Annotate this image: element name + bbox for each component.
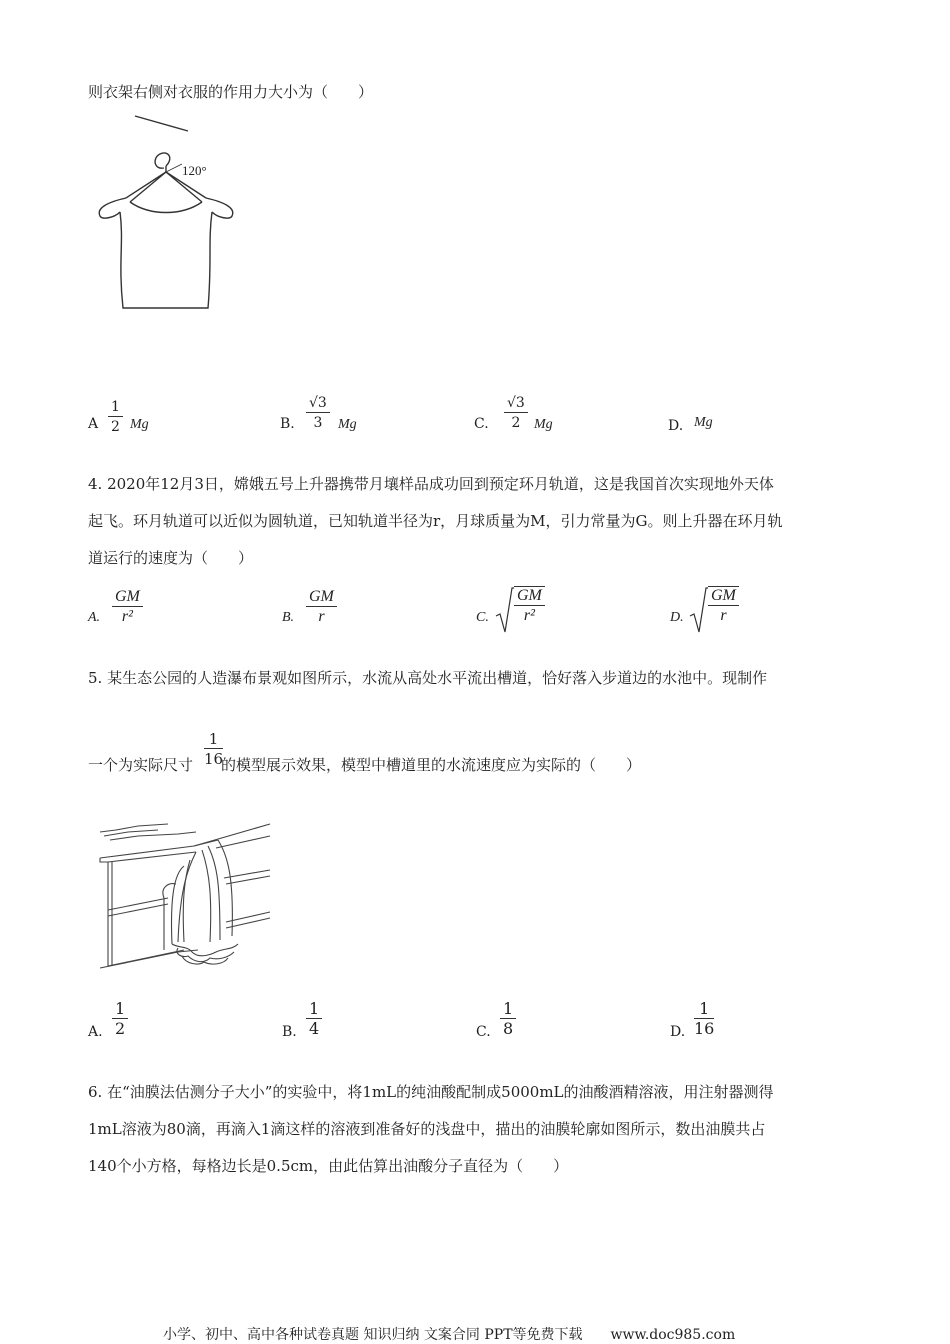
unit: Mg: [534, 417, 553, 432]
fraction: $\frac{1}{2}$: [108, 398, 123, 437]
fraction: $\frac{GM}{\text{r²}}$: [112, 588, 143, 627]
q6-line-3: 140个小方格，每格边长是0.5cm，由此估算出油酸分子直径为（ ）: [88, 1157, 569, 1175]
fraction: $\frac{GM}{r}$: [708, 586, 739, 626]
q5-option-c[interactable]: [476, 1000, 536, 1044]
q6-line-1: 6. 在“油膜法估测分子大小”的实验中，将1mL的纯油酸配制成5000mL的油酸酒精溶液，用注射器测得: [88, 1083, 774, 1101]
option-label: A.: [88, 610, 101, 625]
fraction: $\frac{1}{16}$: [694, 999, 715, 1038]
fraction: $\frac{GM}{r}$: [306, 588, 337, 627]
sqrt-sign: [494, 586, 514, 634]
option-label: D.: [670, 1024, 686, 1040]
option-label: A.: [88, 1024, 103, 1040]
option-label: C.: [476, 610, 489, 625]
fraction: $\frac{1}{4}$: [306, 1000, 322, 1039]
q5-option-d[interactable]: [670, 1000, 740, 1044]
option-label: B.: [282, 610, 295, 625]
fraction: $\frac{√3}{3}$: [306, 394, 330, 433]
angle-label: 120°: [182, 163, 207, 178]
option-label: D.: [670, 610, 684, 625]
fraction: $\frac{1}{2}$: [112, 1000, 128, 1039]
fraction: $\frac{GM}{\text{r²}}$: [514, 586, 545, 626]
option-label: D.: [668, 418, 684, 434]
q5-inline-fraction: $\frac{1}{16}$: [204, 730, 224, 768]
q3-option-c[interactable]: [474, 394, 564, 438]
q5-line-1: 5. 某生态公园的人造瀑布景观如图所示，水流从高处水平流出槽道，恰好落入步道边的水池中。现制作: [88, 669, 768, 687]
q5-line-2-pre: 一个为实际尺寸: [88, 756, 194, 774]
q4-line-3: 道运行的速度为（ ）: [88, 549, 254, 567]
waterfall-figure: [98, 818, 278, 978]
q5-option-b[interactable]: [282, 1000, 342, 1044]
unit: Mg: [130, 417, 149, 432]
fraction: $\frac{1}{8}$: [500, 1000, 516, 1039]
q3-stem-tail: 则衣架右侧对衣服的作用力大小为（ ）: [88, 83, 374, 101]
q5-line-2-post: 的模型展示效果，模型中槽道里的水流速度应为实际的（ ）: [221, 756, 642, 774]
option-label: C.: [474, 416, 489, 432]
unit: Mg: [694, 415, 713, 430]
q4-option-b[interactable]: [282, 588, 372, 634]
q6-line-2: 1mL溶液为80滴，再滴入1滴这样的溶液到准备好的浅盘中，描出的油膜轮廓如图所示，数出油膜共占: [88, 1120, 766, 1138]
sqrt-sign: [688, 586, 708, 634]
q3-option-d[interactable]: [668, 414, 728, 438]
hanger-figure: [90, 112, 250, 312]
option-label: B.: [280, 416, 295, 432]
unit: Mg: [338, 417, 357, 432]
q4-line-1: 4. 2020年12月3日，嫦娥五号上升器携带月壤样品成功回到预定环月轨道，这是我国首次实现地外天体: [88, 475, 774, 493]
q4-option-d[interactable]: [670, 584, 760, 634]
option-label: B.: [282, 1024, 297, 1040]
q4-option-a[interactable]: [88, 588, 178, 634]
q3-option-b[interactable]: [280, 394, 370, 438]
page-footer: 小学、初中、高中各种试卷真题 知识归纳 文案合同 PPT等免费下载 www.doc985.com: [163, 1327, 736, 1343]
q4-line-2: 起飞。环月轨道可以近似为圆轨道，已知轨道半径为r，月球质量为M，引力常量为G。则上升器在环月轨: [88, 512, 783, 530]
option-label: A: [88, 416, 99, 432]
fraction: $\frac{√3}{2}$: [504, 394, 528, 433]
q5-option-a[interactable]: [88, 1000, 148, 1044]
q5-line-2: [88, 755, 641, 775]
q3-option-a[interactable]: [88, 398, 168, 438]
q4-option-c[interactable]: [476, 584, 566, 634]
option-label: C.: [476, 1024, 491, 1040]
